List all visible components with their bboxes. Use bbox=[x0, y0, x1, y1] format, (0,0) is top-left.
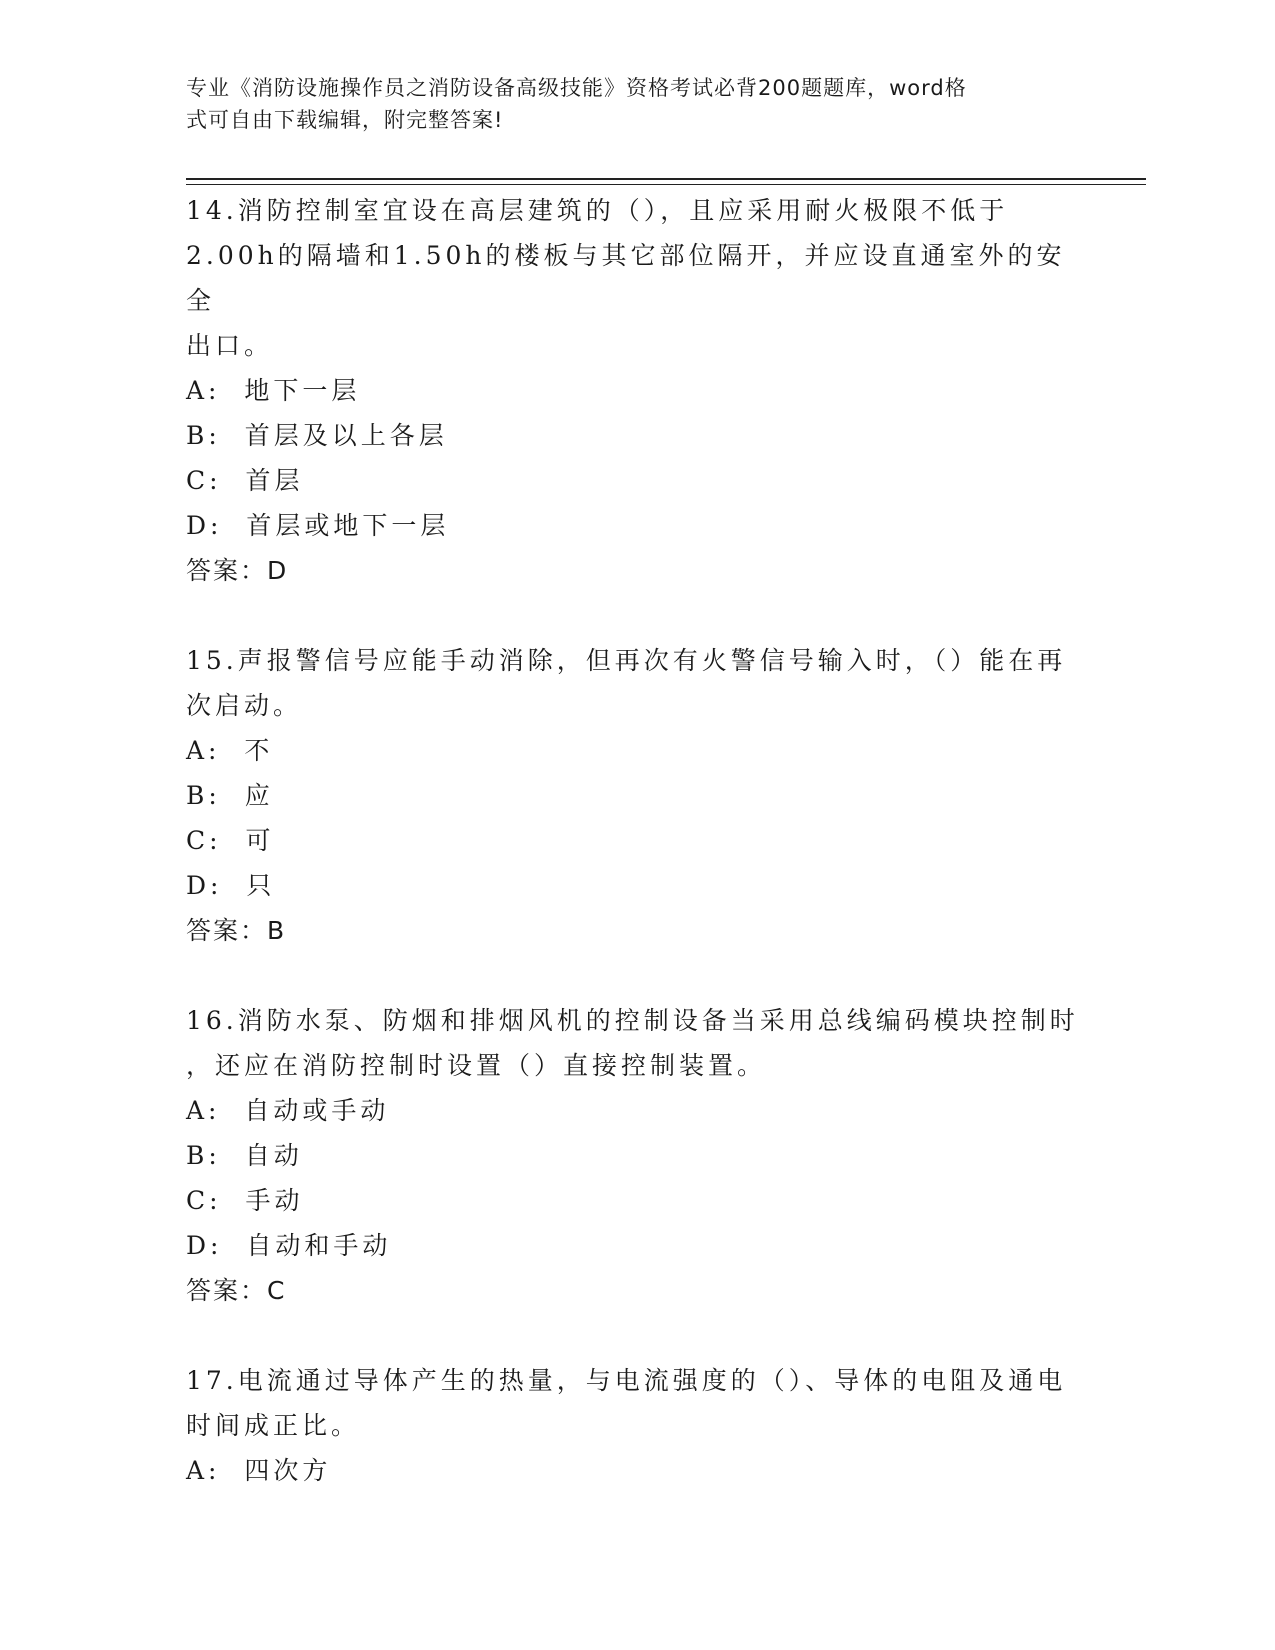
spacer bbox=[186, 953, 1086, 998]
question-text-line: ，还应在消防控制时设置（）直接控制装置。 bbox=[186, 1051, 767, 1080]
option-a: A: 自动或手动 bbox=[186, 1096, 390, 1125]
question-14 bbox=[186, 188, 1086, 593]
option-d: D: 首层或地下一层 bbox=[186, 511, 450, 540]
option-c: C: 可 bbox=[186, 826, 275, 855]
answer: 答案：B bbox=[186, 916, 287, 945]
question-17 bbox=[186, 1358, 1086, 1493]
option-b: B: 首层及以上各层 bbox=[186, 421, 448, 450]
option-b: B: 自动 bbox=[186, 1141, 303, 1170]
header-line-1: 专业《消防设施操作员之消防设备高级技能》资格考试必背200题题库，word格 bbox=[186, 76, 967, 100]
question-text-line: 2.00h的隔墙和1.50h的楼板与其它部位隔开，并应设直通室外的安全 bbox=[186, 241, 1066, 315]
option-d: D: 自动和手动 bbox=[186, 1231, 392, 1260]
option-c: C: 首层 bbox=[186, 466, 304, 495]
document-header bbox=[186, 72, 1066, 136]
question-16 bbox=[186, 998, 1086, 1313]
answer: 答案：D bbox=[186, 556, 289, 585]
option-a: A: 地下一层 bbox=[186, 376, 361, 405]
question-text-line: 14.消防控制室宜设在高层建筑的（），且应采用耐火极限不低于 bbox=[186, 196, 1009, 225]
question-text-line: 17.电流通过导体产生的热量，与电流强度的（）、导体的电阻及通电 bbox=[186, 1366, 1067, 1395]
answer: 答案：C bbox=[186, 1276, 287, 1305]
option-a: A: 不 bbox=[186, 736, 274, 765]
question-text-line: 16.消防水泵、防烟和排烟风机的控制设备当采用总线编码模块控制时 bbox=[186, 1006, 1079, 1035]
header-line-2: 式可自由下载编辑，附完整答案! bbox=[186, 108, 504, 132]
question-text-line: 15.声报警信号应能手动消除，但再次有火警信号输入时，（）能在再 bbox=[186, 646, 1067, 675]
header-divider-thick bbox=[186, 178, 1146, 180]
option-d: D: 只 bbox=[186, 871, 276, 900]
spacer bbox=[186, 593, 1086, 638]
question-text-line: 时间成正比。 bbox=[186, 1411, 361, 1440]
question-15 bbox=[186, 638, 1086, 953]
spacer bbox=[186, 1313, 1086, 1358]
question-text-line: 出口。 bbox=[186, 331, 274, 360]
option-b: B: 应 bbox=[186, 781, 274, 810]
option-a: A: 四次方 bbox=[186, 1456, 332, 1485]
option-c: C: 手动 bbox=[186, 1186, 304, 1215]
question-text-line: 次启动。 bbox=[186, 691, 303, 720]
header-divider-thin bbox=[186, 184, 1146, 185]
question-list bbox=[186, 188, 1086, 1493]
